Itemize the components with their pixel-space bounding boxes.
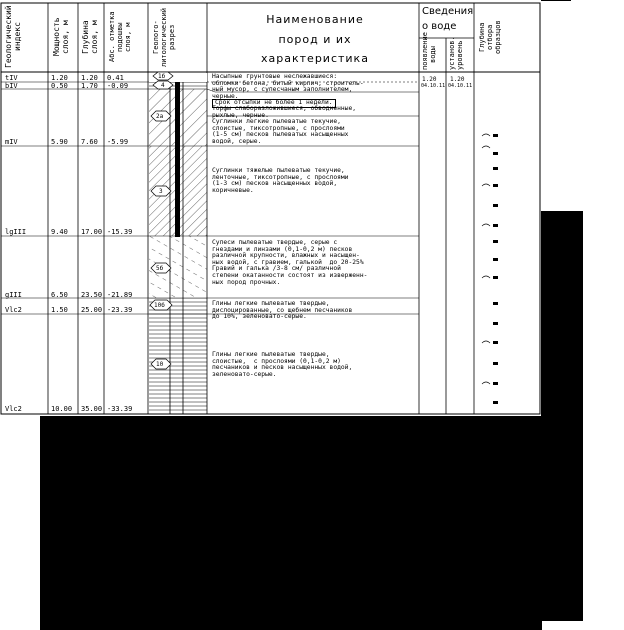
layer-depth: 1.70 <box>81 82 98 90</box>
water-appear-value: 1.20 <box>422 76 437 83</box>
header-title-line2: пород и их <box>278 33 352 46</box>
layer-description: Суглинки легкие пылеватые текучие, слоистые, тиксотропные, с прослоями (1-5 см) песков пылеватых насыщенных водой, серые. <box>212 118 349 145</box>
layer-mark: -23.39 <box>107 306 133 314</box>
layer-thickness: 5.90 <box>51 138 68 146</box>
header-column: Геолого- литологический разрез <box>152 7 176 67</box>
layer-thickness: 1.20 <box>51 74 68 82</box>
water-set-value: 1.20 <box>450 76 465 83</box>
layer-index: gIII <box>5 291 22 299</box>
water-set-date: 04.10.11 <box>448 83 473 89</box>
layer-mark: -15.39 <box>107 228 133 236</box>
layer-index: lgIII <box>5 228 27 236</box>
water-appear-date: 04.10.11 <box>421 83 446 89</box>
header-water-title-2: о воде <box>422 21 457 32</box>
header-water-set: установ. уровень <box>448 36 464 70</box>
layer-thickness: 6.50 <box>51 291 68 299</box>
layer-mark: 0.41 <box>107 74 124 82</box>
layer-description-note: Срок отсыпки не более 1 недели. <box>212 99 336 108</box>
layer-index: Vlc2 <box>5 405 22 413</box>
header-water-title-1: Сведения <box>422 6 474 17</box>
header-abs-mark: Абс. отметка подошвы слоя, м <box>108 11 132 63</box>
header-thickness: Мощность слоя, м <box>52 17 70 57</box>
layer-thickness: 1.50 <box>51 306 68 314</box>
layer-description: Глины легкие пылеватые твердые, дислоцированные, со щебнем песчаников до 10%, зеленовато-серые. <box>212 300 353 321</box>
layer-mark: -21.89 <box>107 291 133 299</box>
layer-index: tIV <box>5 74 18 82</box>
layer-mark: -0.09 <box>107 82 129 90</box>
layer-marker: 10б <box>154 302 165 309</box>
layer-marker: 5б <box>156 265 164 272</box>
layer-index: bIV <box>5 82 18 90</box>
header-sample-depth: Глубина отбора образцов <box>478 20 502 54</box>
layer-marker: 2а <box>156 113 164 120</box>
layer-marker: 4 <box>161 82 165 89</box>
layer-thickness: 9.40 <box>51 228 68 236</box>
layer-depth: 17.00 <box>81 228 103 236</box>
layer-index: mIV <box>5 138 18 146</box>
layer-description: Суглинки тяжелые пылеватые текучие, ленточные, тиксотропные, с прослоями (1-3 см) песков насыщенных водой, коричневые. <box>212 167 349 194</box>
layer-depth: 25.00 <box>81 306 103 314</box>
header-depth: Глубина слоя, м <box>81 20 99 54</box>
layer-depth: 23.50 <box>81 291 103 299</box>
layer-index: Vlc2 <box>5 306 22 314</box>
layer-description: Супеси пылеватые твердые, серые с гнездами и линзами (0,1-0,2 м) песков различной крупности, влажных и насыщен- ных водой, с гравием, галькой до 20-25% Гравий и галька /3-8 см/ различной степени окатанности состоят из изверженн- ных пород прочных. <box>212 239 368 286</box>
layer-description: Глины легкие пылеватые твердые, слоистые, с прослоями (0,1-0,2 м) песчаников и песков насыщенных водой, зеленовато-серые. <box>212 351 353 378</box>
layer-description: Насыпные грунтовые неслежавшиеся: обломки бетона, битый кирпич, строитель- ный мусор, с супесчаным заполнителем, черные. <box>212 73 364 100</box>
layer-depth: 7.60 <box>81 138 98 146</box>
layer-description: Торфы слаборазложившиеся, обводненные, рыхлые, черные. <box>212 105 357 119</box>
layer-depth: 1.20 <box>81 74 98 82</box>
header-geo-index: Геологический индекс <box>4 5 22 68</box>
header-title-line3: характеристика <box>261 52 369 65</box>
layer-marker: 3 <box>159 188 163 195</box>
layer-mark: -5.99 <box>107 138 129 146</box>
header-water-appear: появление воды <box>421 32 437 70</box>
layer-thickness: 0.50 <box>51 82 68 90</box>
layer-marker: 10 <box>156 361 164 368</box>
layer-thickness: 10.00 <box>51 405 73 413</box>
layer-mark: -33.39 <box>107 405 133 413</box>
layer-depth: 35.00 <box>81 405 103 413</box>
header-title-line1: Наименование <box>266 13 364 26</box>
layer-marker: 1б <box>158 73 166 80</box>
